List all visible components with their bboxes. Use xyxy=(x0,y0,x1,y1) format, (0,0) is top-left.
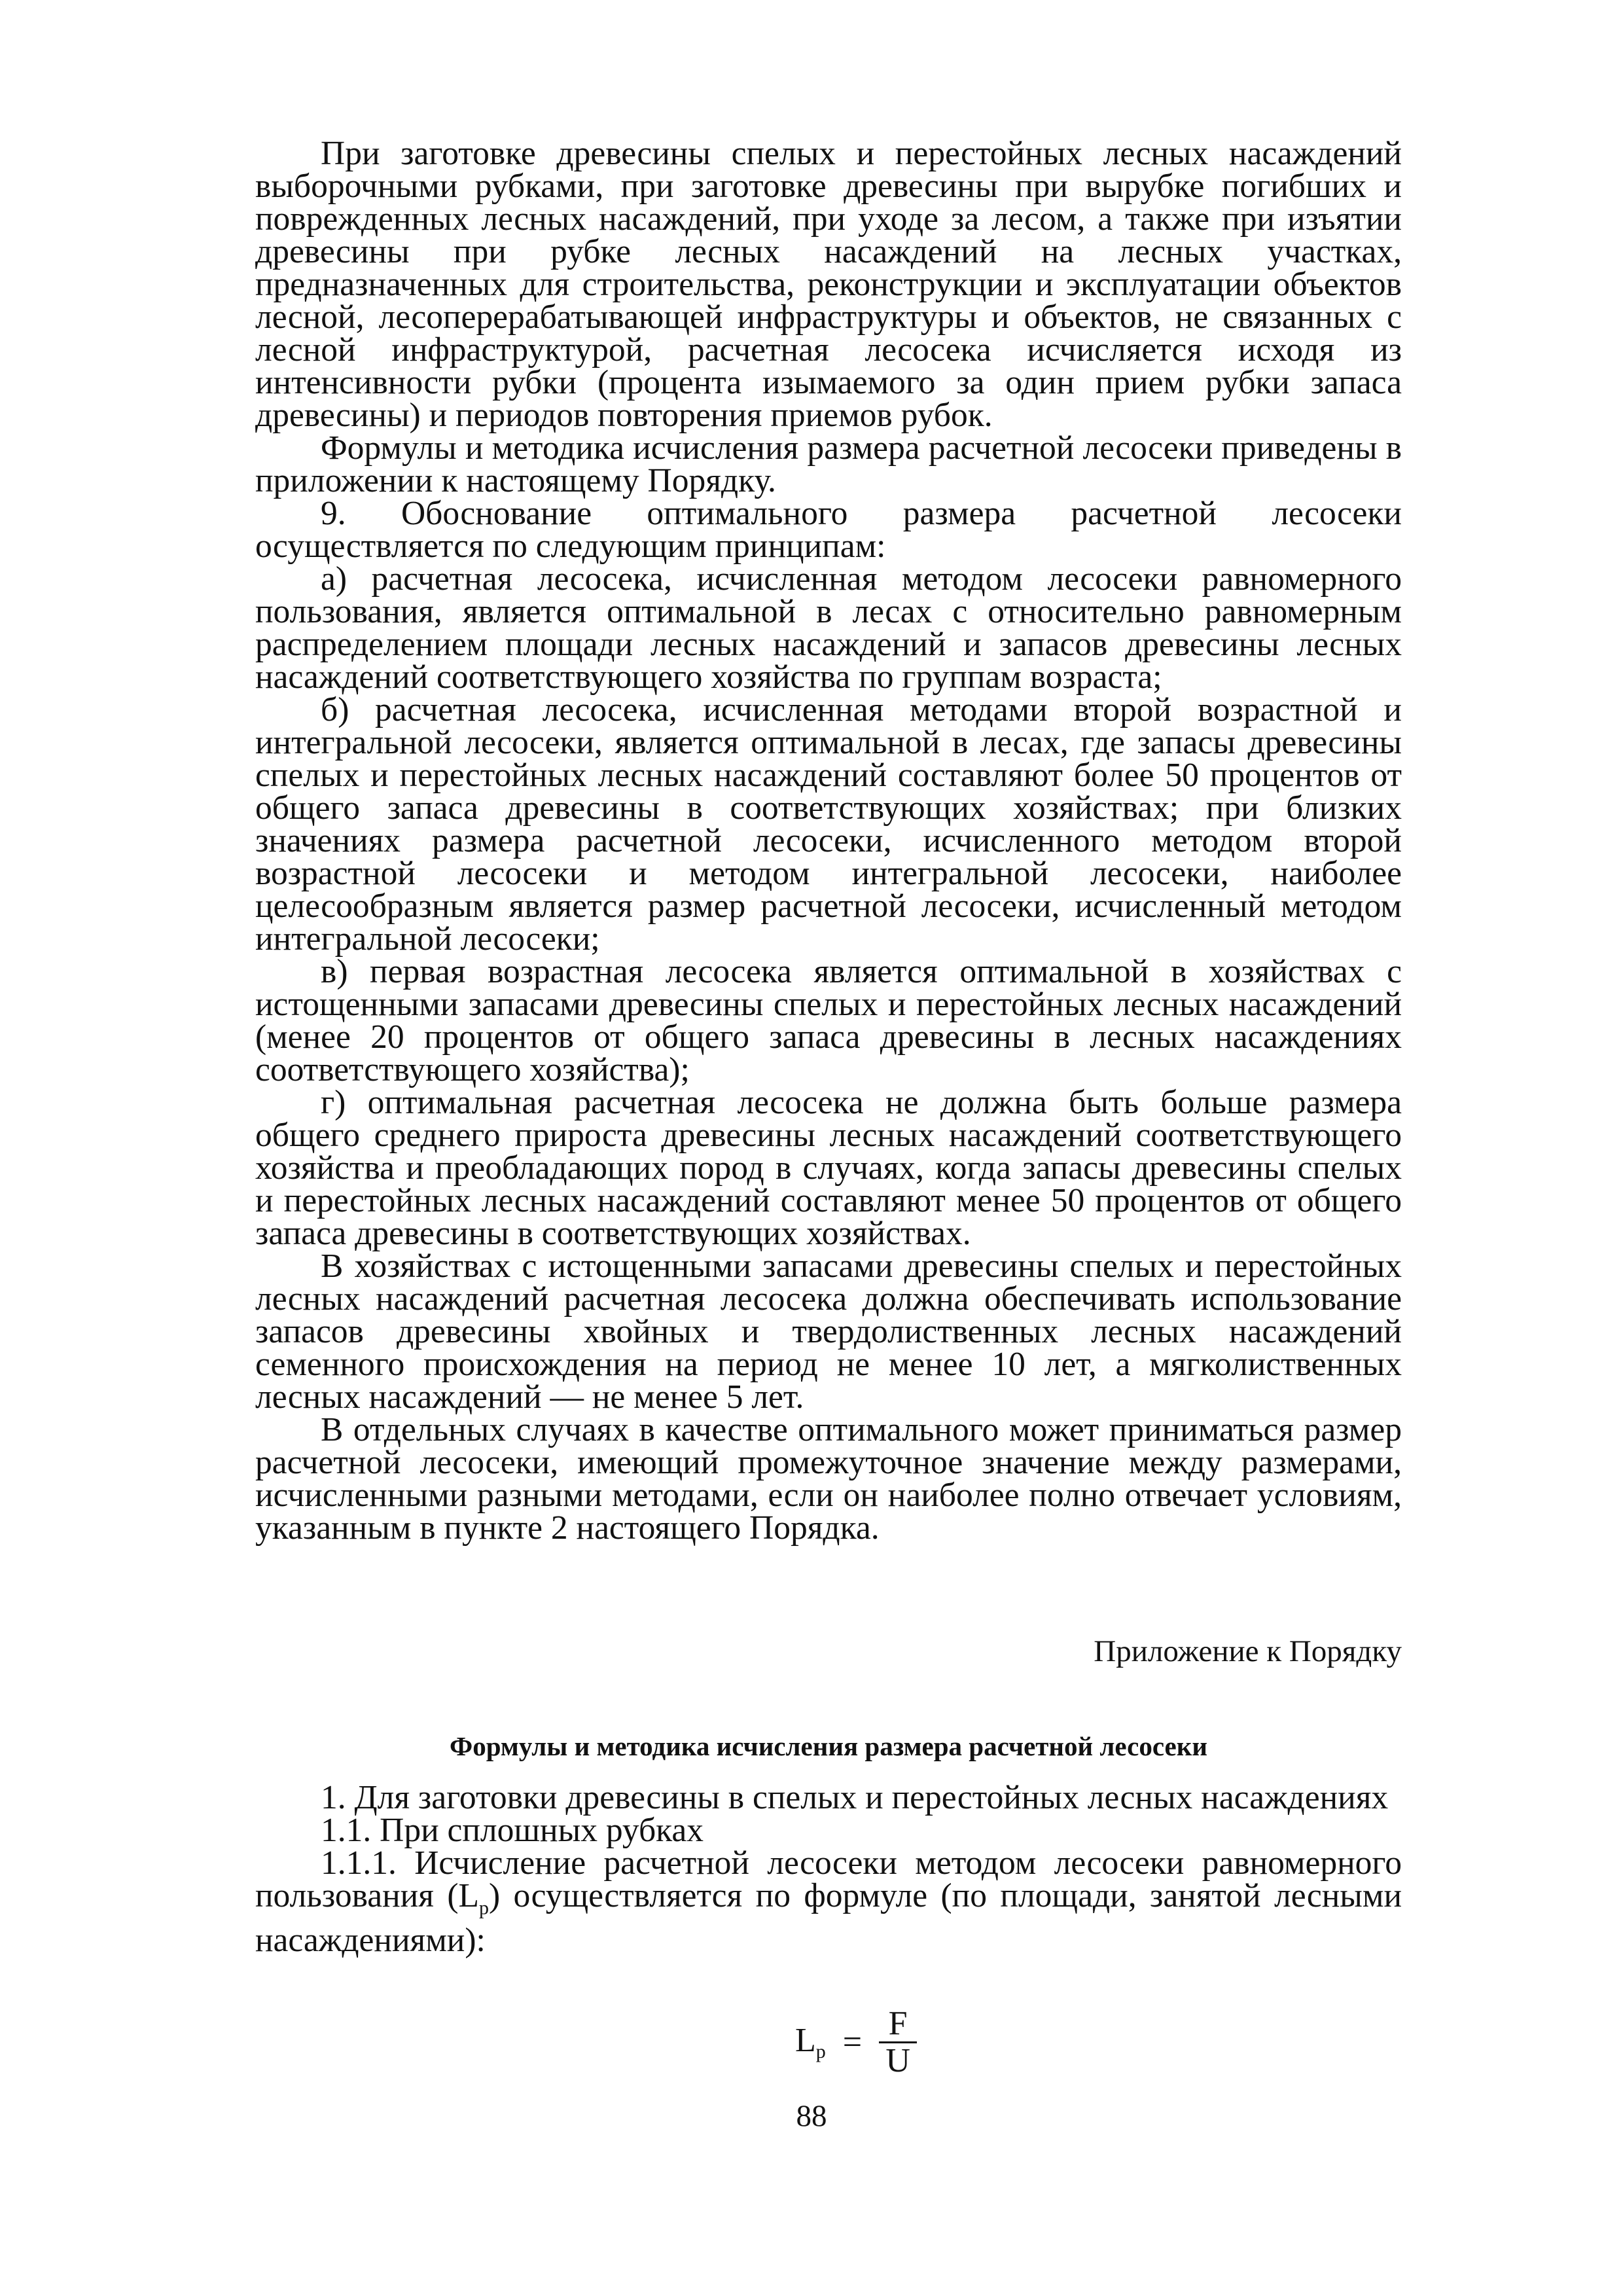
paragraph-formulas-reference: Формулы и методика исчисления размера расчетной лесосеки приведены в приложении к настоящему Порядку. xyxy=(255,429,1402,499)
paragraph-depleted-stocks: В хозяйствах с истощенными запасами древесины спелых и перестойных лесных насаждений расчетная лесосека должна обеспечивать использование запасов древесины хвойных и твердолиственных лесных насаждений семенного происхождения на период не менее 10 лет, а мягколиственных лесных насаждений — не менее 5 лет. xyxy=(255,1247,1402,1416)
appendix-label: Приложение к Порядку xyxy=(1094,1634,1402,1668)
appendix-item-1-1-1-text-start: 1.1.1. Исчисление расчетной лесосеки методом лесосеки равномерного пользования ( xyxy=(255,1844,1402,1914)
appendix-item-1: 1. Для заготовки древесины в спелых и перестойных лесных насаждениях xyxy=(321,1779,1389,1816)
appendix-item-1-1: 1.1. При сплошных рубках xyxy=(321,1812,704,1849)
page-number: 88 xyxy=(796,2099,827,2133)
paragraph-item-9: 9. Обоснование оптимального размера расчетной лесосеки осуществляется по следующим принципам: xyxy=(255,495,1402,565)
appendix-text xyxy=(255,1779,1402,1960)
paragraph-item-g: г) оптимальная расчетная лесосека не должна быть больше размера общего среднего прироста древесины лесных насаждений соответствующего хозяйства и преобладающих пород в случаях, когда запасы древесины спелых и перестойных лесных насаждений составляют менее 50 процентов от общего запаса древесины в соответствующих хозяйствах. xyxy=(255,1084,1402,1252)
formula-lp xyxy=(795,2003,917,2081)
appendix-title: Формулы и методика исчисления размера расчетной лесосеки xyxy=(450,1731,1207,1761)
inline-symbol-subscript: p xyxy=(478,1897,489,1919)
formula-lhs xyxy=(795,2021,826,2063)
paragraph-item-b: б) расчетная лесосека, исчисленная методами второй возрастной и интегральной лесосеки, является оптимальной в лесах, где запасы древесины спелых и перестойных лесных насаждений составляют более 50 процентов от общего запаса древесины в соответствующих хозяйствах; при близких значениях размера расчетной лесосеки, исчисленного методом второй возрастной лесосеки и методом интегральной лесосеки, наиболее целесообразным является размер расчетной лесосеки, исчисленный методом интегральной лесосеки; xyxy=(255,691,1402,958)
formula-lhs-symbol: L xyxy=(795,2022,816,2059)
main-text xyxy=(255,137,1402,1545)
paragraph-item-a: а) расчетная лесосека, исчисленная методом лесосеки равномерного пользования, является оптимальной в лесах с относительно равномерным распределением площади лесных насаждений и запасов древесины лесных насаждений соответствующего хозяйства по группам возраста; xyxy=(255,560,1402,696)
paragraph-item-v: в) первая возрастная лесосека является оптимальной в хозяйствах с истощенными запасами древесины спелых и перестойных лесных насаждений (менее 20 процентов от общего запаса древесины в лесных насаждениях соответствующего хозяйства); xyxy=(255,953,1402,1088)
paragraph-selective-cutting: При заготовке древесины спелых и перестойных лесных насаждений выборочными рубками, при заготовке древесины при вырубке погибших и поврежденных лесных насаждений, при уходе за лесом, а также при изъятии древесины при рубке лесных насаждений на лесных участках, предназначенных для строительства, реконструкции и эксплуатации объектов лесной, лесоперерабатывающей инфраструктуры и объектов, не связанных с лесной инфраструктурой, расчетная лесосека исчисляется исходя из интенсивности рубки (процента изымаемого за один прием рубки запаса древесины) и периодов повторения приемов рубок. xyxy=(255,135,1402,434)
appendix-item-1-1-1-text-end: ) осуществляется по формуле (по площади, занятой лесными насаждениями): xyxy=(255,1877,1402,1960)
formula-fraction xyxy=(879,2006,917,2079)
formula-denominator: U xyxy=(885,2041,910,2079)
paragraph-intermediate-value: В отдельных случаях в качестве оптимального может приниматься размер расчетной лесосеки, имеющий промежуточное значение между размерами, исчисленными разными методами, если он наиболее полно отвечает условиям, указанным в пункте 2 настоящего Порядка. xyxy=(255,1411,1402,1547)
inline-symbol-l: L xyxy=(458,1877,479,1914)
formula-numerator: F xyxy=(888,2004,908,2042)
appendix-item-1-1-1 xyxy=(255,1844,1402,1960)
formula-lhs-subscript: p xyxy=(815,2041,826,2062)
formula-equals: = xyxy=(842,2023,863,2061)
